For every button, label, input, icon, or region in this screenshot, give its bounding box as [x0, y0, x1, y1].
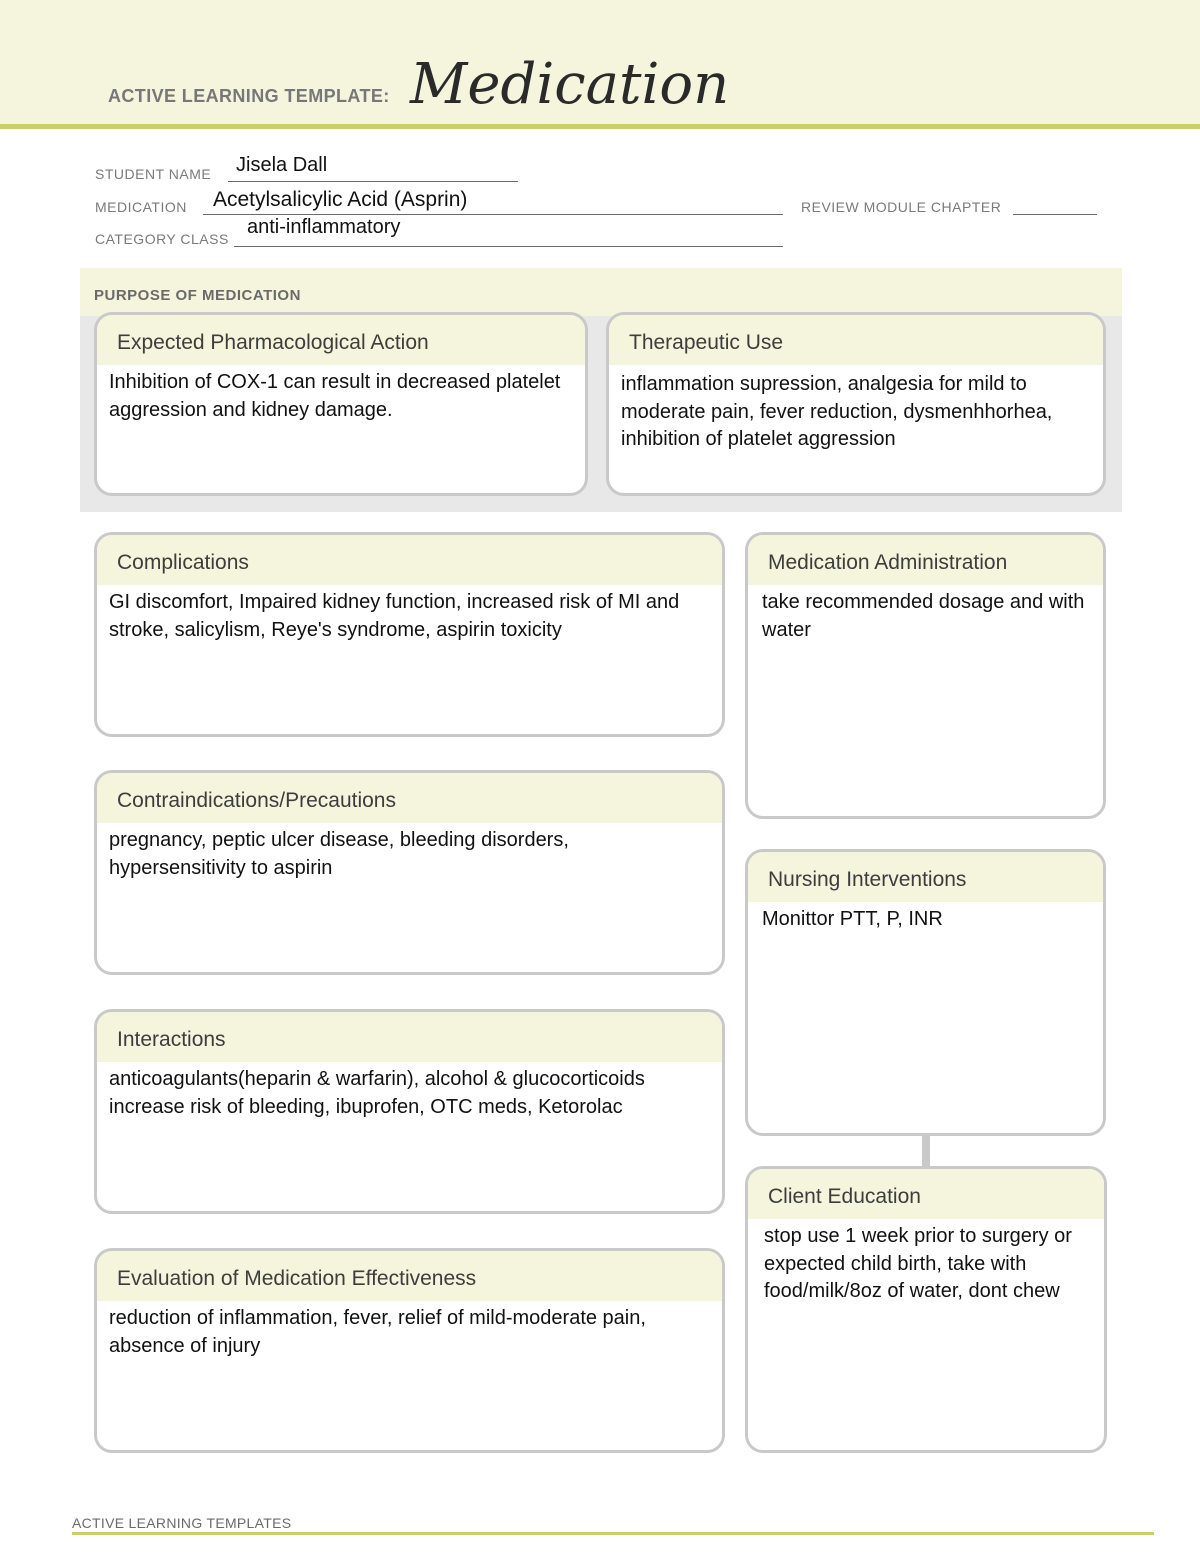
complications-title: Complications: [97, 535, 722, 585]
evaluation-title: Evaluation of Medication Effectiveness: [97, 1251, 722, 1301]
category-class-label: CATEGORY CLASS: [95, 231, 229, 247]
therapeutic-use-title: Therapeutic Use: [609, 315, 1103, 365]
expected-action-title: Expected Pharmacological Action: [97, 315, 585, 365]
administration-box: [745, 532, 1106, 819]
footer-label: ACTIVE LEARNING TEMPLATES: [72, 1515, 292, 1531]
complications-body[interactable]: GI discomfort, Impaired kidney function, increased risk of MI and stroke, salicylism, Reye's syndrome, aspirin toxicity: [109, 591, 680, 641]
nursing-interventions-body[interactable]: Monittor PTT, P, INR: [762, 908, 943, 930]
complications-box: [94, 532, 725, 737]
nursing-interventions-title: Nursing Interventions: [748, 852, 1103, 902]
expected-action-box: [94, 312, 588, 496]
purpose-title: PURPOSE OF MEDICATION: [94, 287, 301, 304]
template-label: ACTIVE LEARNING TEMPLATE:: [108, 86, 390, 106]
review-module-label: REVIEW MODULE CHAPTER: [801, 199, 1002, 215]
student-name-value[interactable]: Jisela Dall: [236, 154, 328, 176]
administration-title: Medication Administration: [748, 535, 1103, 585]
expected-action-body[interactable]: Inhibition of COX-1 can result in decreased platelet aggression and kidney damage.: [109, 371, 561, 421]
contraindications-title: Contraindications/Precautions: [97, 773, 722, 823]
client-education-title: Client Education: [748, 1169, 1104, 1219]
category-class-line: [234, 246, 783, 247]
template-title: Medication: [410, 52, 730, 117]
therapeutic-use-box: [606, 312, 1106, 496]
nursing-interventions-box: [745, 849, 1106, 1136]
contraindications-body[interactable]: pregnancy, peptic ulcer disease, bleeding disorders, hypersensitivity to aspirin: [109, 829, 569, 879]
evaluation-box: [94, 1248, 725, 1453]
client-education-box: [745, 1166, 1107, 1453]
interactions-title: Interactions: [97, 1012, 722, 1062]
therapeutic-use-body[interactable]: inflammation supression, analgesia for mild to moderate pain, fever reduction, dysmenhhorhea, inhibition of platelet aggression: [621, 373, 1053, 450]
review-module-line[interactable]: [1013, 214, 1097, 215]
contraindications-box: [94, 770, 725, 975]
connector-line: [922, 1134, 930, 1167]
category-class-value[interactable]: anti-inflammatory: [247, 216, 401, 238]
interactions-body[interactable]: anticoagulants(heparin & warfarin), alcohol & glucocorticoids increase risk of bleeding, ibuprofen, OTC meds, Ketorolac: [109, 1068, 645, 1118]
medication-line: [203, 214, 783, 215]
footer-divider: [72, 1532, 1154, 1535]
interactions-box: [94, 1009, 725, 1214]
student-name-label: STUDENT NAME: [95, 166, 212, 182]
medication-label: MEDICATION: [95, 199, 187, 215]
purpose-header: [80, 268, 1122, 316]
student-name-line: [228, 181, 518, 182]
client-education-body[interactable]: stop use 1 week prior to surgery or expected child birth, take with food/milk/8oz of water, dont chew: [764, 1225, 1072, 1302]
medication-value[interactable]: Acetylsalicylic Acid (Asprin): [213, 188, 468, 211]
header-band: [0, 0, 1200, 129]
administration-body[interactable]: take recommended dosage and with water: [762, 591, 1085, 641]
evaluation-body[interactable]: reduction of inflammation, fever, relief of mild-moderate pain, absence of injury: [109, 1307, 646, 1357]
